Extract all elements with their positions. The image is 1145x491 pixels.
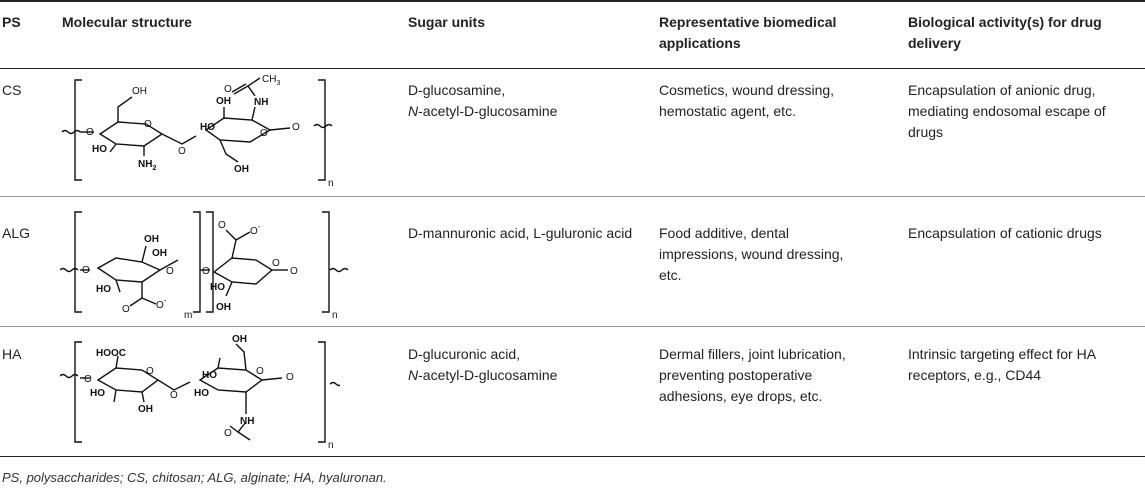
sugar-units-line [408, 365, 643, 386]
carbonyl-o-label: O [224, 428, 232, 439]
ho-label: HO [92, 144, 107, 155]
ch3-label: $CH_3$ [262, 74, 281, 87]
oh-label: OH [234, 164, 249, 175]
ring-o-label: O [146, 366, 154, 377]
ring-o-label: O [272, 258, 280, 269]
ho-label: HO [202, 370, 217, 381]
row-ps-alg: ALG [2, 225, 31, 241]
row-applications-cs: Cosmetics, wound dressing, hemostatic agent, etc. [659, 82, 835, 119]
oh-label: OH [232, 334, 247, 345]
glycosidic-o-label: O [170, 390, 178, 401]
row-divider [0, 196, 1145, 197]
header-applications: Representative biomedical applications [659, 14, 837, 51]
alginate-structure [60, 200, 350, 322]
o-label: O [84, 374, 92, 385]
ring-o-label: O [260, 128, 268, 139]
o-label: O [86, 127, 94, 138]
oh-label: OH [144, 234, 159, 245]
table-bottom-rule [0, 456, 1145, 457]
repeat-n-label: n [328, 440, 334, 451]
sugar-units-rest: -acetyl-D-glucosamine [418, 367, 558, 383]
row-activity-ha: Intrinsic targeting effect for HA receptors, e.g., CD44 [908, 346, 1096, 383]
nh2-label: $NH_2$ [138, 159, 157, 172]
oh-label: OH [132, 86, 147, 97]
table-top-rule [0, 0, 1145, 2]
repeat-n-label: n [332, 310, 338, 321]
header-activity: Biological activity(s) for drug delivery [908, 14, 1102, 51]
ho-label: HO [96, 284, 111, 295]
row-ps-cs: CS [2, 82, 22, 98]
repeat-n-label: n [328, 178, 334, 189]
oh-label: OH [138, 404, 153, 415]
o-label: O [286, 372, 294, 383]
row-divider [0, 326, 1145, 327]
chitosan-structure [60, 72, 340, 190]
sugar-units-line: D-glucuronic acid, [408, 346, 521, 362]
italic-prefix: N [408, 103, 419, 119]
carbonyl-o-label: O [224, 84, 232, 95]
carboxylate-o-label: O- [250, 222, 261, 237]
row-sugar-units-alg: D-mannuronic acid, L-guluronic acid [408, 225, 633, 241]
row-activity-cs: Encapsulation of anionic drug, mediating endosomal escape of drugs [908, 82, 1106, 140]
sugar-units-rest: -acetyl-D-glucosamine [418, 103, 558, 119]
oh-label: OH [152, 248, 167, 259]
oh-label: OH [216, 302, 231, 313]
repeat-m-label: m [184, 310, 193, 321]
ho-label: HO [210, 282, 225, 293]
carbonyl-o-label: O [218, 220, 226, 231]
sugar-units-line: D-glucosamine, [408, 82, 506, 98]
header-bottom-rule [0, 68, 1145, 69]
carboxylate-o-label: O- [156, 296, 167, 311]
row-activity-alg: Encapsulation of cationic drugs [908, 225, 1102, 241]
row-applications-ha: Dermal fillers, joint lubrication, preventing postoperative adhesions, eye drops, etc. [659, 346, 846, 404]
ring-o-label: O [256, 366, 264, 377]
ho-label: HO [200, 122, 215, 133]
o-label: O [290, 266, 298, 277]
nh-label: NH [254, 97, 269, 108]
oh-label: OH [216, 96, 231, 107]
ring-o-label: O [166, 266, 174, 277]
glycosidic-o-label: O [202, 266, 210, 277]
ho-label: HO [194, 388, 209, 399]
ring-o-label: O [144, 119, 152, 130]
hyaluronan-structure [60, 334, 340, 452]
carbonyl-o-label: O [122, 304, 130, 315]
sugar-units-line [408, 101, 643, 122]
header-ps: PS [2, 14, 21, 30]
o-label: O [292, 122, 300, 133]
nh-label: NH [240, 416, 255, 427]
row-sugar-units-cs [408, 80, 643, 122]
row-applications-alg: Food additive, dental impressions, wound dressing, etc. [659, 225, 844, 283]
hooc-label: HOOC [96, 348, 126, 359]
header-sugar-units: Sugar units [408, 14, 486, 30]
header-molecular-structure: Molecular structure [62, 14, 192, 30]
o-label: O [82, 265, 90, 276]
ho-label: HO [90, 388, 105, 399]
glycosidic-o-label: O [178, 146, 186, 157]
table-footnote: PS, polysaccharides; CS, chitosan; ALG, alginate; HA, hyaluronan. [2, 470, 387, 485]
row-ps-ha: HA [2, 346, 22, 362]
italic-prefix: N [408, 367, 419, 383]
row-sugar-units-ha [408, 344, 643, 386]
